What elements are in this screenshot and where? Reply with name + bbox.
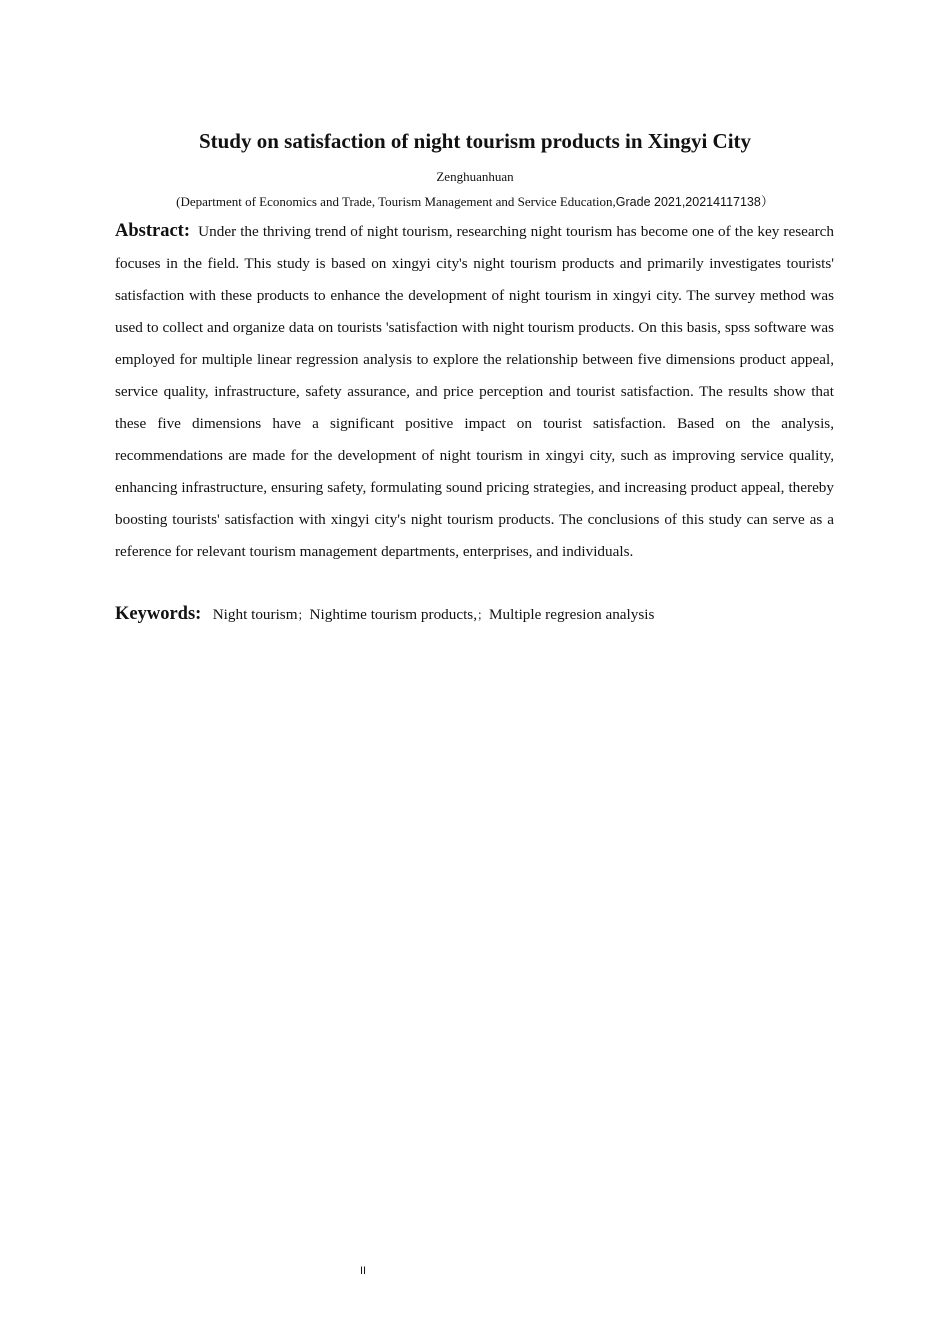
- keyword-item: Nightime tourism products,: [309, 606, 478, 623]
- keyword-separator: ；: [477, 608, 490, 622]
- abstract-text: Under the thriving trend of night tourism, researching night tourism has become one of the key research focuses in the field. This study is based on xingyi city's night tourism products and primarily investigates tourists' satisfaction with these products to enhance the development of night tourism in xingyi city. The survey method was used to collect and organize data on tourists 'satisfaction with night tourism products. On this basis, spss software was employed for multiple linear regression analysis to explore the relationship between five dimensions product appeal, service quality, infrastructure, safety assurance, and price perception and tourist satisfaction. The results show that these five dimensions have a significant positive impact on tourist satisfaction. Based on the analysis, recommendations are made for the development of night tourism in xingyi city, such as improving service quality, enhancing infrastructure, ensuring safety, formulating sound pricing strategies, and increasing product appeal, thereby boosting tourists' satisfaction with xingyi city's night tourism products. The conclusions of this study can serve as a reference for relevant tourism management departments, enterprises, and individuals.: [115, 223, 834, 560]
- keyword-separator: ；: [297, 608, 310, 622]
- keyword-item: Night tourism: [212, 606, 298, 623]
- affiliation-close: ）: [760, 194, 774, 209]
- page-number: II: [359, 1265, 367, 1277]
- author-name: Zenghuanhuan: [436, 169, 514, 184]
- affiliation-grade: Grade 2021,20214117138: [615, 195, 761, 209]
- abstract-label: Abstract:: [115, 221, 191, 241]
- keyword-item: Multiple regresion analysis: [489, 606, 655, 623]
- author-affiliation: [0, 193, 950, 211]
- paper-title: Study on satisfaction of night tourism products in Xingyi City: [198, 129, 752, 153]
- affiliation-department: (Department of Economics and Trade, Tourism Management and Service Education,: [176, 194, 616, 209]
- abstract-paragraph: [115, 215, 834, 568]
- keywords-line: [115, 599, 834, 630]
- keywords-label: Keywords:: [115, 604, 202, 624]
